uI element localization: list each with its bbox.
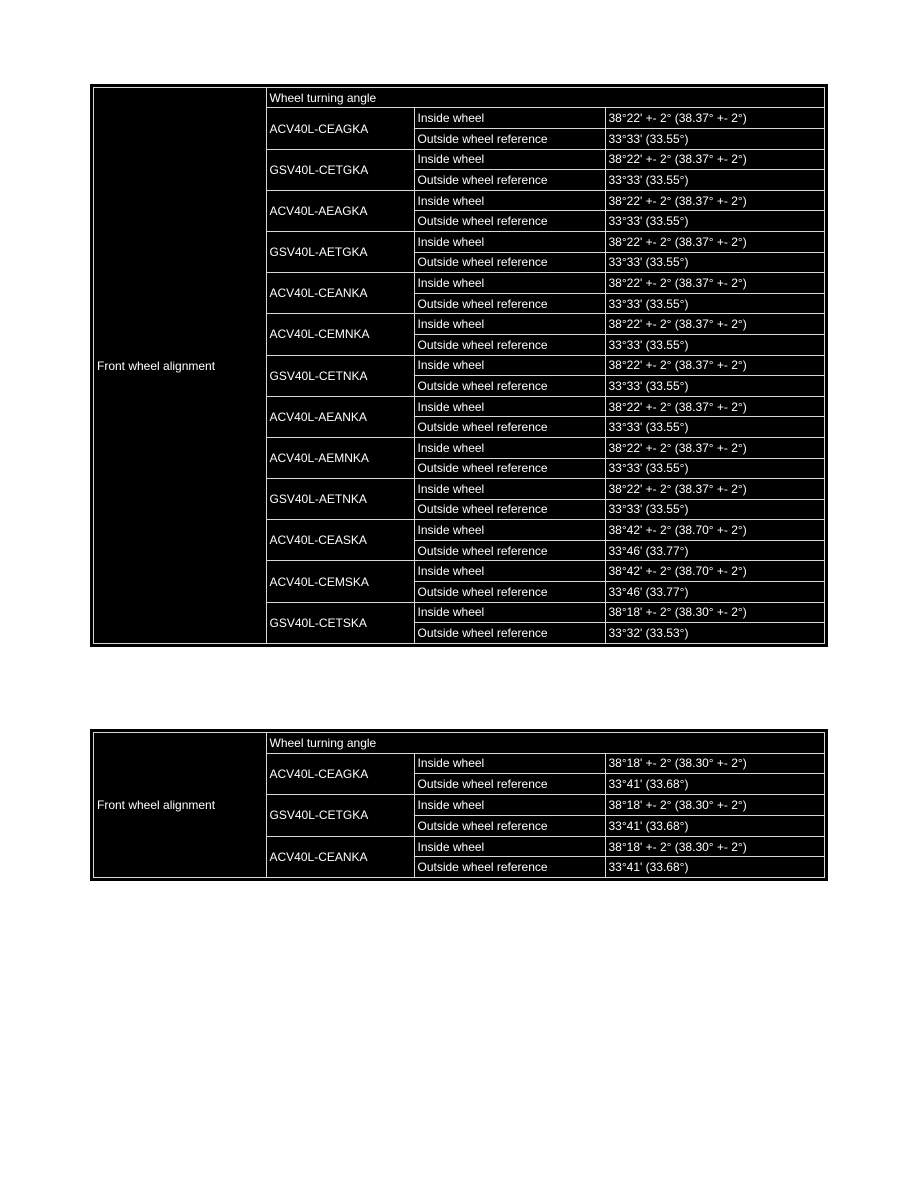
model-code: GSV40L-CETSKA — [266, 602, 414, 643]
inside-wheel-value: 38°42' +- 2° (38.70° +- 2°) — [605, 520, 824, 541]
inside-wheel-value: 38°18' +- 2° (38.30° +- 2°) — [605, 753, 824, 774]
outside-wheel-value: 33°33' (33.55°) — [605, 417, 824, 438]
model-code: GSV40L-AETNKA — [266, 479, 414, 520]
outside-wheel-value: 33°41' (33.68°) — [605, 774, 824, 795]
outside-wheel-value: 33°33' (33.55°) — [605, 211, 824, 232]
inside-wheel-value: 38°22' +- 2° (38.37° +- 2°) — [605, 273, 824, 294]
outside-wheel-label: Outside wheel reference — [414, 211, 605, 232]
outside-wheel-value: 33°32' (33.53°) — [605, 623, 824, 643]
model-code: ACV40L-CEANKA — [266, 273, 414, 314]
outside-wheel-value: 33°33' (33.55°) — [605, 170, 824, 191]
outside-wheel-value: 33°33' (33.55°) — [605, 252, 824, 273]
outside-wheel-label: Outside wheel reference — [414, 540, 605, 561]
spec-grid — [94, 88, 824, 643]
outside-wheel-value: 33°33' (33.55°) — [605, 376, 824, 397]
model-code: ACV40L-CEAGKA — [266, 108, 414, 149]
wheel-alignment-table-2 — [90, 729, 828, 881]
inside-wheel-label: Inside wheel — [414, 753, 605, 774]
inside-wheel-value: 38°22' +- 2° (38.37° +- 2°) — [605, 190, 824, 211]
inside-wheel-label: Inside wheel — [414, 273, 605, 294]
model-code: ACV40L-CEMSKA — [266, 561, 414, 602]
wheel-alignment-table-1 — [90, 84, 828, 647]
model-code: ACV40L-AEANKA — [266, 396, 414, 437]
inside-wheel-value: 38°18' +- 2° (38.30° +- 2°) — [605, 836, 824, 857]
section-header: Wheel turning angle — [266, 88, 824, 108]
outside-wheel-label: Outside wheel reference — [414, 376, 605, 397]
inside-wheel-value: 38°22' +- 2° (38.37° +- 2°) — [605, 149, 824, 170]
outside-wheel-label: Outside wheel reference — [414, 499, 605, 520]
outside-wheel-label: Outside wheel reference — [414, 293, 605, 314]
outside-wheel-value: 33°41' (33.68°) — [605, 815, 824, 836]
model-code: ACV40L-CEASKA — [266, 520, 414, 561]
model-code: GSV40L-CETGKA — [266, 795, 414, 837]
outside-wheel-label: Outside wheel reference — [414, 129, 605, 150]
inside-wheel-label: Inside wheel — [414, 108, 605, 129]
category-label: Front wheel alignment — [94, 88, 266, 643]
outside-wheel-value: 33°33' (33.55°) — [605, 129, 824, 150]
spec-grid — [94, 733, 824, 877]
outside-wheel-label: Outside wheel reference — [414, 170, 605, 191]
outside-wheel-value: 33°33' (33.55°) — [605, 458, 824, 479]
inside-wheel-label: Inside wheel — [414, 836, 605, 857]
category-label: Front wheel alignment — [94, 733, 266, 877]
inside-wheel-value: 38°42' +- 2° (38.70° +- 2°) — [605, 561, 824, 582]
outside-wheel-label: Outside wheel reference — [414, 857, 605, 877]
inside-wheel-label: Inside wheel — [414, 561, 605, 582]
header-row — [94, 88, 824, 108]
outside-wheel-label: Outside wheel reference — [414, 252, 605, 273]
model-code: GSV40L-CETGKA — [266, 149, 414, 190]
inside-wheel-label: Inside wheel — [414, 355, 605, 376]
model-code: ACV40L-CEMNKA — [266, 314, 414, 355]
inside-wheel-value: 38°22' +- 2° (38.37° +- 2°) — [605, 355, 824, 376]
model-code: ACV40L-AEMNKA — [266, 437, 414, 478]
inside-wheel-label: Inside wheel — [414, 396, 605, 417]
inside-wheel-label: Inside wheel — [414, 149, 605, 170]
inside-wheel-label: Inside wheel — [414, 314, 605, 335]
inside-wheel-value: 38°22' +- 2° (38.37° +- 2°) — [605, 396, 824, 417]
inside-wheel-value: 38°18' +- 2° (38.30° +- 2°) — [605, 602, 824, 623]
inside-wheel-label: Inside wheel — [414, 190, 605, 211]
section-header: Wheel turning angle — [266, 733, 824, 753]
inside-wheel-label: Inside wheel — [414, 602, 605, 623]
outside-wheel-value: 33°41' (33.68°) — [605, 857, 824, 877]
inside-wheel-value: 38°18' +- 2° (38.30° +- 2°) — [605, 795, 824, 816]
inside-wheel-label: Inside wheel — [414, 437, 605, 458]
outside-wheel-label: Outside wheel reference — [414, 815, 605, 836]
table-frame — [93, 732, 825, 878]
inside-wheel-value: 38°22' +- 2° (38.37° +- 2°) — [605, 314, 824, 335]
outside-wheel-value: 33°46' (33.77°) — [605, 582, 824, 603]
outside-wheel-value: 33°46' (33.77°) — [605, 540, 824, 561]
model-code: GSV40L-CETNKA — [266, 355, 414, 396]
model-code: ACV40L-AEAGKA — [266, 190, 414, 231]
inside-wheel-value: 38°22' +- 2° (38.37° +- 2°) — [605, 437, 824, 458]
header-row — [94, 733, 824, 753]
table-frame — [93, 87, 825, 644]
outside-wheel-label: Outside wheel reference — [414, 334, 605, 355]
outside-wheel-label: Outside wheel reference — [414, 623, 605, 643]
outside-wheel-value: 33°33' (33.55°) — [605, 293, 824, 314]
outside-wheel-label: Outside wheel reference — [414, 458, 605, 479]
inside-wheel-label: Inside wheel — [414, 520, 605, 541]
inside-wheel-label: Inside wheel — [414, 231, 605, 252]
outside-wheel-label: Outside wheel reference — [414, 417, 605, 438]
inside-wheel-value: 38°22' +- 2° (38.37° +- 2°) — [605, 108, 824, 129]
outside-wheel-value: 33°33' (33.55°) — [605, 334, 824, 355]
outside-wheel-value: 33°33' (33.55°) — [605, 499, 824, 520]
inside-wheel-value: 38°22' +- 2° (38.37° +- 2°) — [605, 231, 824, 252]
outside-wheel-label: Outside wheel reference — [414, 774, 605, 795]
outside-wheel-label: Outside wheel reference — [414, 582, 605, 603]
inside-wheel-value: 38°22' +- 2° (38.37° +- 2°) — [605, 479, 824, 500]
model-code: ACV40L-CEAGKA — [266, 753, 414, 795]
inside-wheel-label: Inside wheel — [414, 479, 605, 500]
inside-wheel-label: Inside wheel — [414, 795, 605, 816]
model-code: GSV40L-AETGKA — [266, 231, 414, 272]
model-code: ACV40L-CEANKA — [266, 836, 414, 877]
